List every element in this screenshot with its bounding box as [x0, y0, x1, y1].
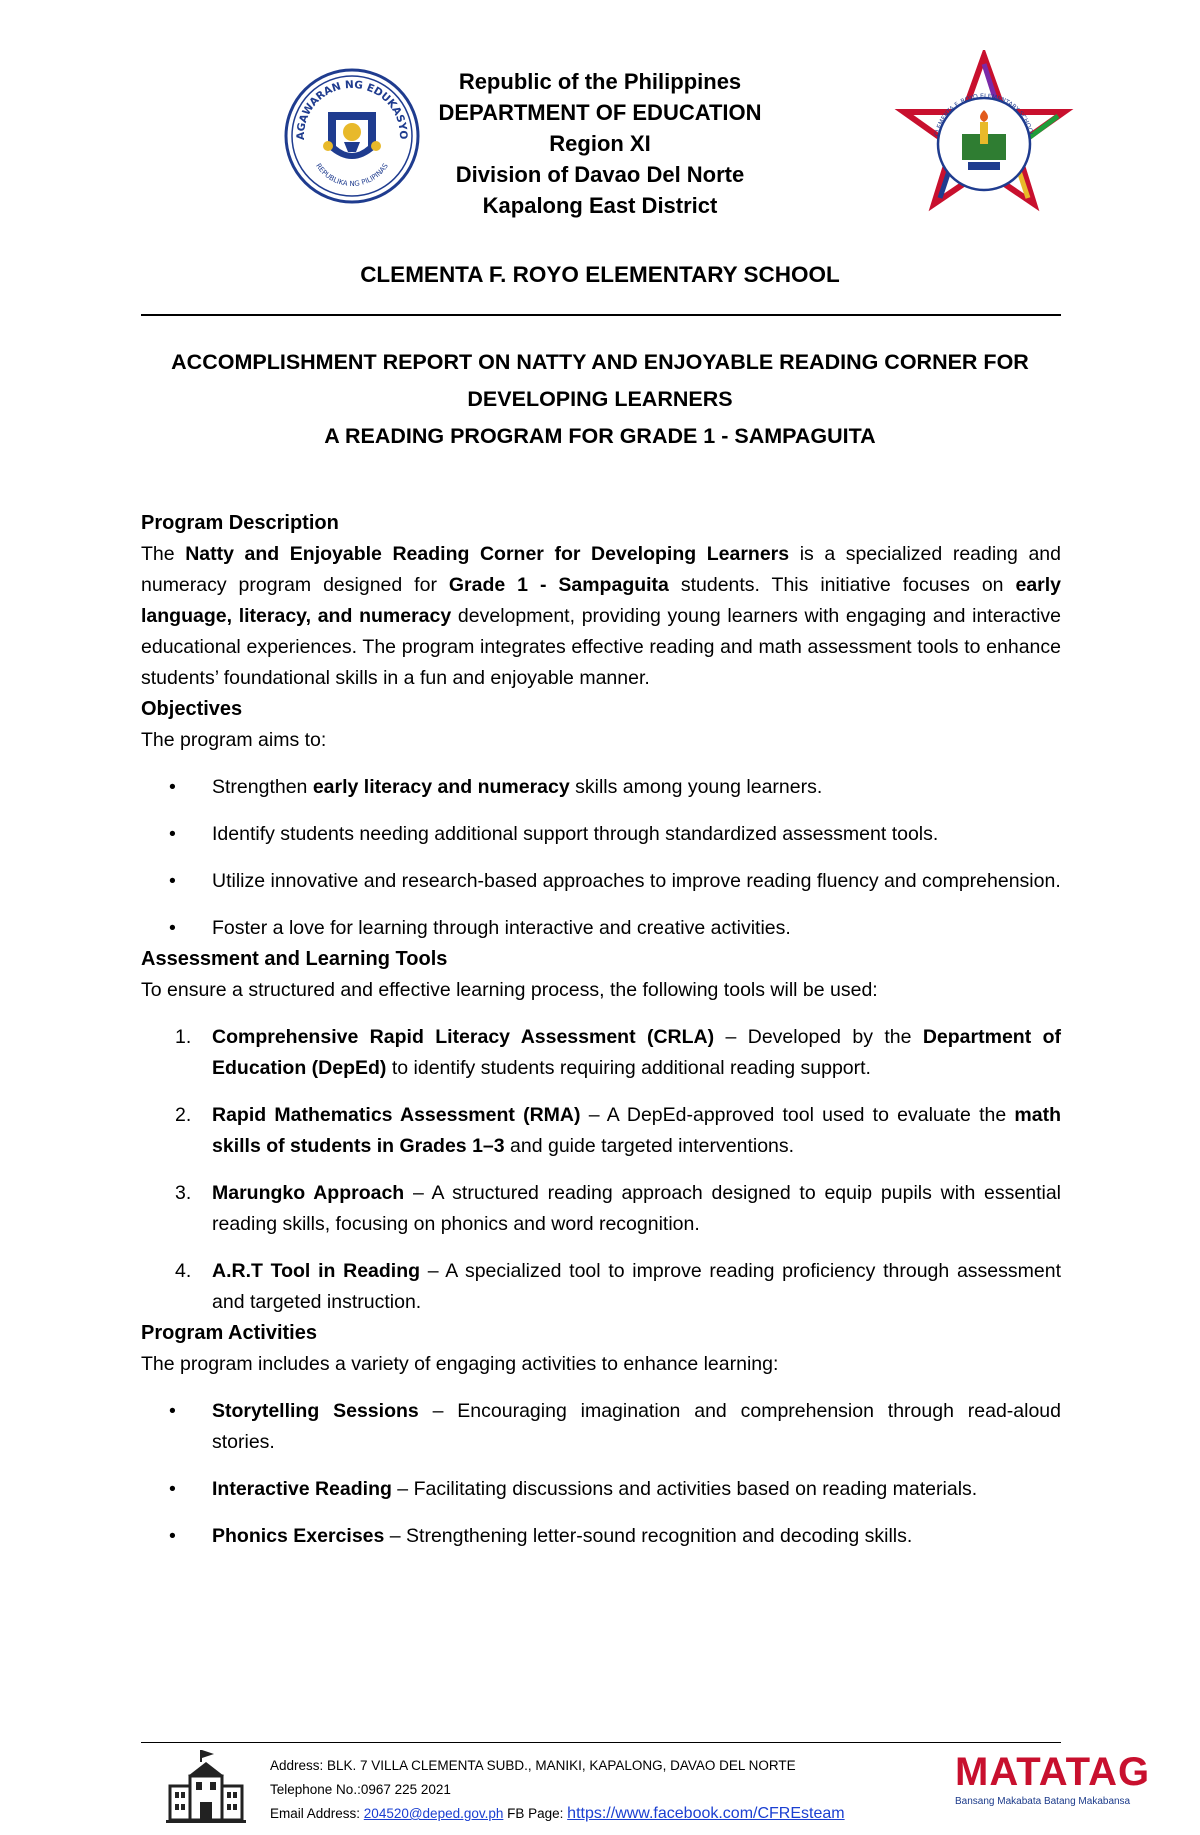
objectives-heading: Objectives	[141, 698, 243, 720]
act2-bold: Interactive Reading	[212, 1478, 392, 1500]
act3-text: – Strengthening letter-sound recognition and decoding skills.	[384, 1525, 913, 1547]
tool1-text: – Developed by the	[714, 1026, 923, 1048]
tool4-bold: A.R.T Tool in Reading	[212, 1260, 421, 1282]
email-label: Email Address:	[270, 1806, 364, 1821]
seal-text-top: AGAWARAN NG EDUKASYO	[294, 78, 410, 141]
school-logo	[892, 50, 1076, 222]
tools-list	[141, 1022, 1061, 1318]
activities-intro: The program includes a variety of engaging activities to enhance learning:	[141, 1353, 779, 1375]
title-line-2: DEVELOPING LEARNERS	[467, 387, 733, 411]
bullet: •	[169, 1400, 176, 1422]
header-line-division: Division of Davao Del Norte	[455, 162, 745, 187]
seal-text-bottom: REPUBLIKA NG PILIPINAS	[314, 162, 390, 189]
item-number: 2.	[175, 1104, 192, 1126]
list-item	[141, 772, 1061, 803]
item-number: 4.	[175, 1260, 192, 1282]
footer-divider	[141, 1742, 1061, 1743]
fb-label: FB Page:	[503, 1806, 568, 1821]
obj2-text: Identify students needing additional support through standardized assessment tools.	[212, 823, 939, 845]
list-item	[141, 1256, 1061, 1318]
obj3-text: Utilize innovative and research-based approaches to improve reading fluency and comprehension.	[212, 870, 1061, 892]
report-title	[130, 344, 1070, 455]
tools-intro: To ensure a structured and effective learning process, the following tools will be used:	[141, 979, 878, 1001]
school-logo-text: CLEMENTA F. ROYO ELEMENTARY SCHOOL	[933, 92, 1035, 137]
email-link[interactable]: 204520@deped.gov.ph	[363, 1806, 504, 1821]
objectives-list	[141, 772, 1061, 944]
title-line-1: ACCOMPLISHMENT REPORT ON NATTY AND ENJOYABLE READING CORNER FOR	[171, 350, 1029, 374]
act1-text: – Encouraging imagination and comprehension through read-aloud stories.	[212, 1400, 1062, 1453]
tools-heading: Assessment and Learning Tools	[141, 948, 448, 970]
desc-text-3: students. This initiative focuses on	[668, 574, 1016, 596]
item-number: 3.	[175, 1182, 192, 1204]
bullet: •	[169, 870, 176, 892]
footer-email-row	[270, 1802, 910, 1826]
obj1-text-c: skills among young learners.	[569, 776, 823, 798]
tool1-bold: Comprehensive Rapid Literacy Assessment (CRLA)	[212, 1026, 715, 1048]
list-item	[141, 819, 1061, 850]
list-item	[141, 1521, 1061, 1552]
matatag-tagline: Bansang Makabata Batang Makabansa	[955, 1796, 1131, 1807]
tool3-bold: Marungko Approach	[212, 1182, 405, 1204]
footer-address: Address: BLK. 7 VILLA CLEMENTA SUBD., MANIKI, KAPALONG, DAVAO DEL NORTE	[270, 1758, 796, 1773]
facebook-link[interactable]: https://www.facebook.com/CFREsteam	[567, 1805, 845, 1822]
header-line-republic: Republic of the Philippines	[458, 69, 742, 94]
list-item	[141, 1022, 1061, 1084]
bullet: •	[169, 776, 176, 798]
bullet: •	[169, 1525, 176, 1547]
list-item	[141, 1396, 1061, 1458]
school-building-icon	[166, 1746, 246, 1826]
tool1-text-2: to identify students requiring additional reading support.	[386, 1057, 871, 1079]
desc-text-2: is a specialized reading and numeracy program designed for	[141, 543, 1061, 596]
footer-telephone: Telephone No.:0967 225 2021	[270, 1782, 451, 1797]
activities-heading: Program Activities	[141, 1322, 317, 1344]
act3-bold: Phonics Exercises	[212, 1525, 385, 1547]
objectives-intro: The program aims to:	[141, 729, 327, 751]
list-item	[141, 1178, 1061, 1240]
desc-bold-1: Natty and Enjoyable Reading Corner for Developing Learners	[185, 543, 790, 565]
item-number: 1.	[175, 1026, 192, 1048]
header-line-district: Kapalong East District	[482, 193, 718, 218]
activities-list	[141, 1396, 1061, 1552]
bullet: •	[169, 917, 176, 939]
footer-contact	[270, 1754, 910, 1826]
report-body	[141, 508, 1061, 1552]
title-line-3: A READING PROGRAM FOR GRADE 1 - SAMPAGUITA	[324, 424, 876, 448]
school-name: CLEMENTA F. ROYO ELEMENTARY SCHOOL	[360, 262, 840, 287]
header-divider	[141, 314, 1061, 316]
matatag-wordmark: MATATAG	[955, 1750, 1151, 1794]
header-block	[380, 66, 820, 221]
program-description-heading: Program Description	[141, 512, 339, 534]
tool2-bold: Rapid Mathematics Assessment (RMA)	[212, 1104, 581, 1126]
bullet: •	[169, 823, 176, 845]
list-item	[141, 913, 1061, 944]
tool1-bold-2: Department of Education (DepEd)	[212, 1026, 1061, 1079]
obj1-text-a: Strengthen	[212, 776, 313, 798]
tool2-text-2: and guide targeted interventions.	[504, 1135, 795, 1157]
tool2-text: – A DepEd-approved tool used to evaluate the	[580, 1104, 1015, 1126]
tool3-text: – A structured reading approach designed to equip pupils with essential reading skills, focusing on phonics and word recognition.	[212, 1182, 1062, 1235]
header-line-deped: DEPARTMENT OF EDUCATION	[438, 100, 762, 125]
act1-bold: Storytelling Sessions	[212, 1400, 419, 1422]
act2-text: – Facilitating discussions and activities based on reading materials.	[391, 1478, 978, 1500]
desc-bold-2: Grade 1 - Sampaguita	[448, 574, 669, 596]
tool2-bold-2: math skills of students in Grades 1–3	[212, 1104, 1061, 1157]
obj1-bold: early literacy and numeracy	[312, 776, 570, 798]
desc-bold-3: early language, literacy, and numeracy	[141, 574, 1062, 627]
list-item	[141, 1474, 1061, 1505]
program-description-paragraph	[141, 539, 1061, 694]
bullet: •	[169, 1478, 176, 1500]
tool4-text: – A specialized tool to improve reading proficiency through assessment and targeted instruction.	[212, 1260, 1062, 1313]
list-item	[141, 866, 1061, 897]
obj4-text: Foster a love for learning through interactive and creative activities.	[212, 917, 791, 939]
desc-text-1: The	[141, 543, 186, 565]
list-item	[141, 1100, 1061, 1162]
desc-text-4: development, providing young learners with engaging and interactive educational experiences. The program integrates effective reading and math assessment tools to enhance students’ foundational skills in a fun and enjoyable manner.	[141, 605, 1062, 689]
header-line-region: Region XI	[549, 131, 651, 156]
matatag-logo	[955, 1750, 1170, 1807]
